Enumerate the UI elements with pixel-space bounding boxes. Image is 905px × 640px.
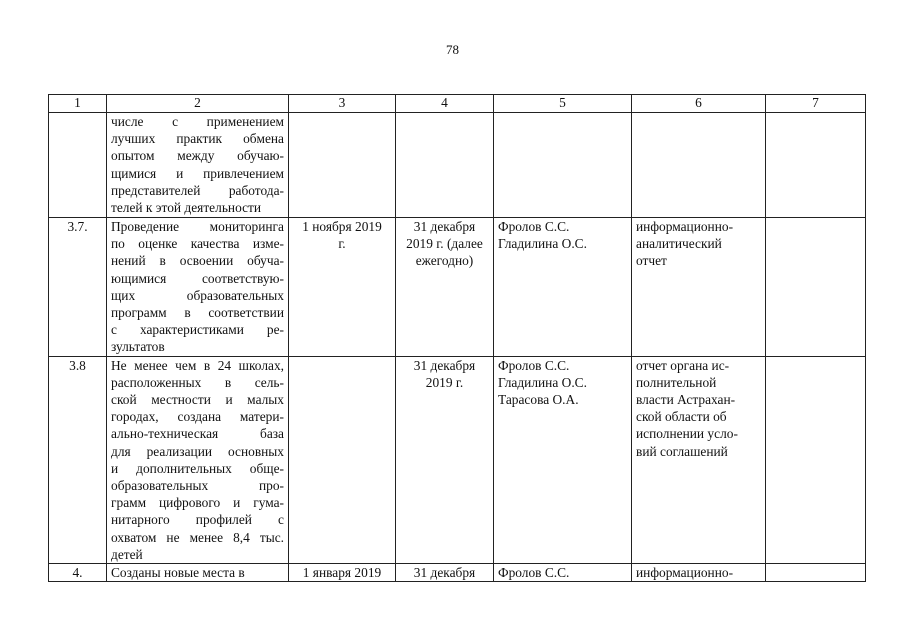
report-type-line: власти Астрахан- [636,392,736,408]
end-date-line: ежегодно) [415,253,474,269]
item-description-line: с характеристиками ре- [111,322,284,338]
plan-table [48,94,866,582]
start-date [289,218,396,357]
start-date-line: 1 ноября 2019 [302,219,382,234]
item-description-line: телей к этой деятельности [111,200,262,216]
item-description-line: лучших практик обмена [111,131,284,147]
responsible-persons-line: Гладилина О.С. [498,374,587,390]
item-description-line: Созданы новые места в [111,565,245,581]
item-description-line: ской местности и малых [111,392,284,408]
responsible-persons-line: Фролов С.С. [498,219,570,234]
item-description-line: представителей работода- [111,182,284,198]
end-date-line: 31 декабря [413,357,476,373]
report-type [632,218,766,357]
item-description-line: программ в соответствии [111,305,284,321]
report-type-line: информационно- [636,565,734,581]
report-type-line: исполнении усло- [636,426,738,442]
item-description-line: Проведение мониторинга [111,219,284,234]
item-number [49,113,107,218]
end-date-line: 2019 г. (далее [406,236,483,252]
item-description-line: Не менее чем в 24 школах, [111,357,284,373]
item-description-line: грамм цифрового и гума- [111,495,284,511]
item-description-line: ально-техническая база [111,426,284,442]
item-description [107,113,289,218]
responsible-persons-line: Тарасова О.А. [498,392,579,408]
report-type [632,356,766,563]
item-number: 3.7. [49,218,107,357]
item-description-line: по оценке качества изме- [111,236,284,252]
item-description [107,356,289,563]
column-header: 6 [632,95,766,113]
responsible-persons [494,113,632,218]
item-description-line: детей [111,546,143,562]
item-description-line: щих образовательных [111,287,284,303]
start-date-line: 1 января 2019 [302,565,382,581]
item-description-line: образовательных про- [111,478,284,494]
item-description-line: для реализации основных [111,443,284,459]
item-description-line: и дополнительных обще- [111,460,284,476]
item-description-line: щимися и привлечением [111,165,284,181]
responsible-persons-line: Фролов С.С. [498,565,570,581]
item-description-line: зультатов [111,339,165,355]
report-type-line: ской области об [636,409,727,425]
notes-cell [766,564,866,582]
item-description [107,218,289,357]
end-date-line: 31 декабря [413,219,476,234]
column-header: 7 [766,95,866,113]
column-header: 4 [396,95,494,113]
item-description-line: опытом между обучаю- [111,148,284,164]
report-type [632,113,766,218]
notes-cell [766,356,866,563]
responsible-persons [494,218,632,357]
report-type-line: вий соглашений [636,443,728,459]
report-type-line: полнительной [636,374,717,390]
end-date [396,564,494,582]
responsible-persons [494,564,632,582]
end-date [396,218,494,357]
item-description [107,564,289,582]
end-date-line: 2019 г. [425,374,464,390]
start-date-line: г. [338,236,346,252]
report-type [632,564,766,582]
table-row [49,218,866,357]
end-date-line: 31 декабря [413,565,476,581]
report-type-line: отчет органа ис- [636,357,730,373]
end-date [396,356,494,563]
responsible-persons-line: Гладилина О.С. [498,236,587,252]
page-number: 78 [446,42,459,57]
item-description-line: городах, создана матери- [111,409,284,425]
item-description-line: нений в освоении обуча- [111,253,284,269]
item-number: 3.8 [49,356,107,563]
table-row [49,564,866,582]
table-row [49,356,866,563]
start-date [289,564,396,582]
end-date [396,113,494,218]
item-description-line: ющимися соответствую- [111,270,284,286]
start-date [289,113,396,218]
notes-cell [766,113,866,218]
notes-cell [766,218,866,357]
column-header: 1 [49,95,107,113]
item-description-line: числе с применением [111,114,284,129]
column-header: 5 [494,95,632,113]
item-description-line: расположенных в сель- [111,374,284,390]
item-description-line: нитарного профилей с [111,512,284,528]
report-type-line: информационно- [636,219,734,234]
report-type-line: аналитический [636,236,722,252]
item-number: 4. [49,564,107,582]
table-row [49,113,866,218]
item-description-line: охватом не менее 8,4 тыс. [111,529,284,545]
start-date [289,356,396,563]
column-header: 2 [107,95,289,113]
responsible-persons-line: Фролов С.С. [498,357,570,373]
report-type-line: отчет [636,253,667,269]
responsible-persons [494,356,632,563]
header-row [49,95,866,113]
column-header: 3 [289,95,396,113]
